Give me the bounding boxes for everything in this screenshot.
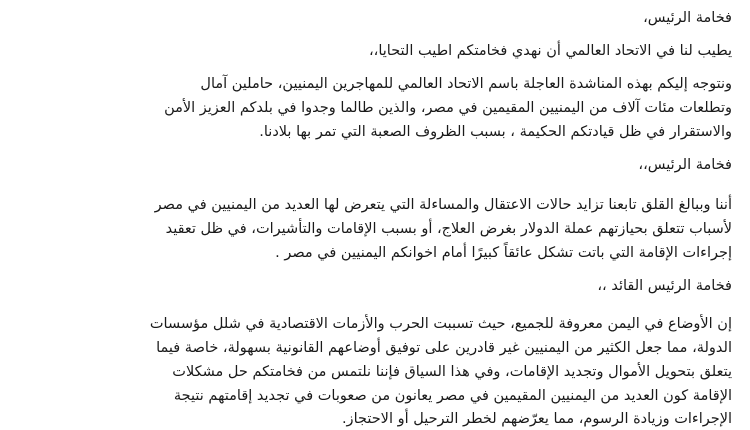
paragraph-3-line-3: يتعلق بتحويل الأموال وتجديد الإقامات، وفي هذا السياق فإننا نلتمس من فخامتكم حل مشكلات	[172, 364, 732, 380]
paragraph-3-line-4: الإقامة كون العديد من اليمنيين المقيمين في مصر يعانون من صعوبات في تجديد إقامتهم نتيجة	[173, 388, 732, 404]
paragraph-1-line-1: ونتوجه إليكم بهذه المناشدة العاجلة باسم الاتحاد العالمي للمهاجرين اليمنيين، حاملين آمال	[200, 76, 732, 92]
paragraph-1-line-2: وتطلعات مئات آلاف من اليمنيين المقيمين في مصر، والذين طالما وجدوا في بلدكم العزيز الأمن	[164, 100, 732, 116]
paragraph-2-line-1: أننا وببالغ القلق تابعنا تزايد حالات الاعتقال والمساءلة التي يتعرض لها العديد من اليمنيين في مصر	[154, 197, 732, 213]
salutation-line: فخامة الرئيس،،	[638, 157, 732, 173]
paragraph-2-line-2: لأسباب تتعلق بحيازتهم عملة الدولار بغرض العلاج، أو بسبب الإقامات والتأشيرات، في ظل تعقيد	[165, 221, 732, 237]
paragraph-3-line-1: إن الأوضاع في اليمن معروفة للجميع، حيث تسببت الحرب والأزمات الاقتصادية في شلل مؤسسات	[149, 316, 732, 332]
greeting-line: يطيب لنا في الاتحاد العالمي أن نهدي فخامتكم اطيب التحايا،،	[368, 43, 732, 59]
paragraph-3-line-2: الدولة، مما جعل الكثير من اليمنيين غير قادرين على توفيق أوضاعهم القانونية بسهولة، خاصة فيما	[156, 340, 732, 356]
paragraph-3-line-5: الإجراءات وزيادة الرسوم، مما يعرّضهم لخطر الترحيل أو الاحتجاز.	[341, 411, 732, 427]
paragraph-2-line-3: إجراءات الإقامة التي باتت تشكل عائقاً كبيرًا أمام اخوانكم اليمنيين في مصر .	[275, 245, 732, 261]
salutation-line: فخامة الرئيس،	[643, 10, 732, 26]
salutation-line: فخامة الرئيس القائد ،،	[597, 278, 732, 294]
paragraph-1-line-3: والاستقرار في ظل قيادتكم الحكيمة ، بسبب الظروف الصعبة التي تمر بها بلادنا.	[259, 124, 732, 140]
